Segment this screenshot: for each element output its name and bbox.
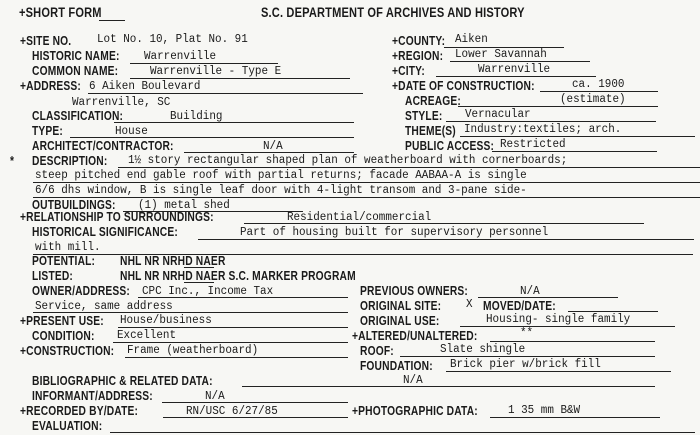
owner-address-value-line2: Service, same address (35, 300, 173, 313)
construction-line (125, 357, 348, 358)
bibliographic-label: BIBLIOGRAPHIC & RELATED DATA: (32, 374, 213, 388)
altered-label: +ALTERED/UNALTERED: (352, 329, 478, 343)
construction-value: Frame (weatherboard) (127, 344, 259, 357)
listed-options: NHL NR NRHD NAER S.C. MARKER PROGRAM (120, 269, 356, 283)
original-use-label: ORIGINAL USE: (360, 314, 440, 328)
roof-value: Slate shingle (440, 343, 526, 356)
city-value: Warrenville (478, 63, 551, 76)
agency-title: S.C. DEPARTMENT OF ARCHIVES AND HISTORY (261, 5, 525, 20)
original-use-value: Housing- single family (486, 313, 631, 326)
owner-address-line1 (138, 297, 348, 298)
public-access-label: PUBLIC ACCESS: (405, 139, 495, 153)
potential-options: NHL NR NRHD NAER (120, 254, 226, 268)
address-value-line1: 6 Aiken Boulevard (89, 80, 201, 93)
foundation-label: FOUNDATION: (360, 359, 433, 373)
address-label: +ADDRESS: (20, 79, 82, 93)
moved-date-line (568, 311, 658, 312)
date-construction-line (540, 91, 658, 92)
present-use-line (118, 327, 348, 328)
type-value: House (115, 125, 148, 138)
owner-address-line2 (33, 312, 348, 313)
listed-label: LISTED: (32, 269, 74, 283)
historical-significance-text-line1: Part of housing built for supervisory personnel (240, 226, 549, 239)
outbuildings-value: (1) metal shed (138, 199, 230, 212)
foundation-value: Brick pier w/brick fill (450, 358, 601, 371)
county-value: Aiken (455, 33, 488, 46)
architect-label: ARCHITECT/CONTRACTOR: (32, 139, 174, 153)
style-label: STYLE: (405, 109, 443, 123)
region-label: +REGION: (392, 49, 444, 63)
potential-label: POTENTIAL: (32, 254, 96, 268)
historic-name-line (130, 63, 278, 64)
region-value: Lower Savannah (455, 48, 547, 61)
photographic-label: +PHOTOGRAPHIC DATA: (352, 404, 478, 418)
classification-line (114, 122, 354, 123)
style-value: Vernacular (465, 108, 531, 121)
description-text-line2: steep pitched end gable roof with partial returns; facade AABAA-A is single (35, 169, 527, 182)
description-text-line3: 6/6 dhs window, B is single leaf door with 4-light transom and 3-pane side- (35, 184, 527, 197)
date-construction-label: +DATE OF CONSTRUCTION: (392, 79, 535, 93)
classification-value: Building (170, 110, 223, 123)
photographic-line (490, 417, 660, 418)
listed-nrhd-underline (184, 282, 214, 283)
public-access-line (492, 151, 657, 152)
roof-label: ROOF: (360, 344, 394, 358)
acreage-line (458, 106, 658, 107)
relationship-line (244, 223, 644, 224)
evaluation-label: EVALUATION: (32, 419, 103, 433)
evaluation-line (110, 432, 695, 433)
region-line (450, 61, 590, 62)
address-line (88, 93, 363, 94)
common-name-line (130, 78, 350, 79)
previous-owners-label: PREVIOUS OWNERS: (360, 284, 468, 298)
description-label: DESCRIPTION: (32, 154, 108, 168)
historic-name-value: Warrenville (144, 50, 217, 63)
county-label: +COUNTY: (392, 34, 446, 48)
relationship-value: Residential/commercial (287, 211, 432, 224)
condition-label: CONDITION: (32, 329, 95, 343)
informant-label: INFORMANT/ADDRESS: (32, 389, 153, 403)
present-use-value: House/business (120, 314, 212, 327)
condition-value: Excellent (117, 329, 177, 342)
site-no-value: Lot No. 10, Plat No. 91 (97, 33, 248, 46)
common-name-value: Warrenville - Type E (150, 65, 282, 78)
altered-value: ** (520, 327, 534, 340)
photographic-value: 1 35 mm B&W (508, 404, 581, 417)
foundation-line (446, 371, 671, 372)
address-value-line2: Warrenville, SC (72, 96, 171, 109)
previous-owners-line (478, 297, 618, 298)
acreage-value: (estimate) (560, 93, 626, 106)
potential-nrhd-underline (184, 267, 214, 268)
original-use-line (460, 326, 675, 327)
description-line2 (33, 182, 700, 183)
recorded-by-label: +RECORDED BY/DATE: (20, 404, 139, 418)
themes-line (460, 136, 695, 137)
bibliographic-value: N/A (403, 374, 423, 387)
themes-label: THEME(S) (405, 124, 456, 138)
type-line (70, 137, 354, 138)
style-line (446, 121, 656, 122)
informant-line (162, 402, 348, 403)
relationship-label: +RELATIONSHIP TO SURROUNDINGS: (20, 210, 214, 224)
description-text-line1: 1½ story rectangular shaped plan of weatherboard with cornerboards; (128, 154, 568, 167)
previous-owners-value: N/A (520, 285, 540, 298)
description-line1 (118, 167, 700, 168)
architect-line (184, 152, 354, 153)
common-name-label: COMMON NAME: (32, 64, 119, 78)
historic-name-label: HISTORIC NAME: (32, 49, 120, 63)
acreage-label: ACREAGE: (405, 94, 461, 108)
original-site-value: X (466, 298, 473, 311)
architect-value: N/A (263, 140, 283, 153)
historical-significance-text-line2: with mill. (35, 241, 101, 254)
informant-value: N/A (205, 390, 225, 403)
site-no-label: +SITE NO. (20, 34, 72, 48)
themes-value: Industry:textiles; arch. (464, 123, 622, 136)
city-line (436, 76, 596, 77)
outbuildings-label: OUTBUILDINGS: (32, 198, 116, 212)
short-form-underline (99, 20, 125, 21)
type-label: TYPE: (32, 124, 64, 138)
historical-significance-line1 (198, 239, 694, 240)
present-use-label: +PRESENT USE: (20, 314, 104, 328)
classification-label: CLASSIFICATION: (32, 109, 124, 123)
description-line3 (33, 197, 700, 198)
altered-line (490, 341, 655, 342)
form-type-label: +SHORT FORM (19, 5, 102, 20)
public-access-value: Restricted (500, 138, 566, 151)
roof-line (400, 356, 655, 357)
date-construction-value: ca. 1900 (572, 78, 625, 91)
city-label: +CITY: (392, 64, 425, 78)
construction-label: +CONSTRUCTION: (20, 344, 115, 358)
bibliographic-line (242, 386, 655, 387)
condition-line (113, 342, 348, 343)
owner-address-label: OWNER/ADDRESS: (32, 284, 130, 298)
asterisk-mark: * (10, 154, 15, 168)
historical-significance-label: HISTORICAL SIGNIFICANCE: (32, 225, 178, 239)
recorded-by-value: RN/USC 6/27/85 (186, 405, 278, 418)
moved-date-label: MOVED/DATE: (483, 299, 556, 313)
recorded-by-line (163, 417, 348, 418)
owner-address-value-line1: CPC Inc., Income Tax (142, 285, 274, 298)
original-site-label: ORIGINAL SITE: (360, 299, 442, 313)
